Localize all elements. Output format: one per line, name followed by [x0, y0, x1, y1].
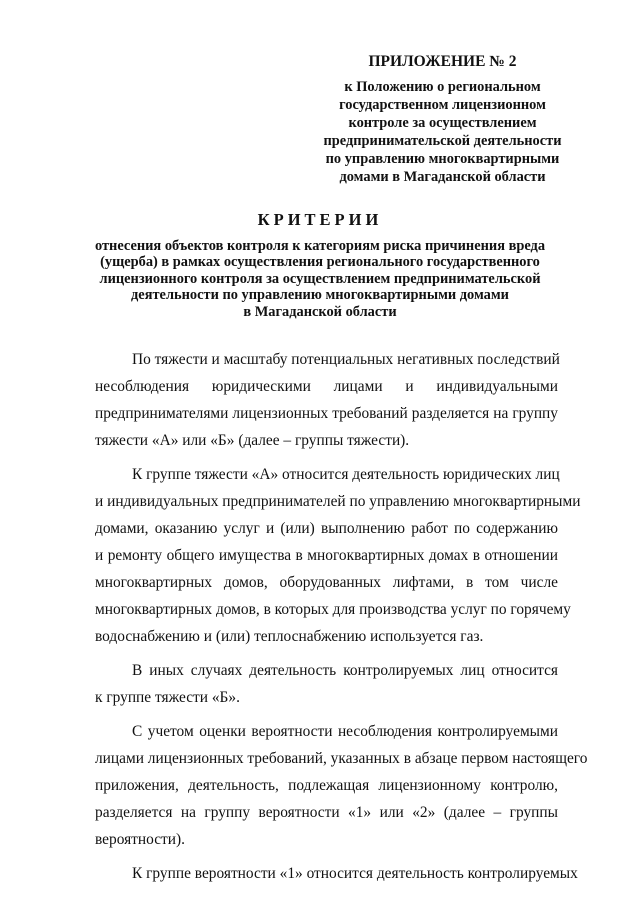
- appendix-header: [300, 52, 585, 186]
- criteria-subtitle-line: в Магаданской области: [243, 303, 397, 320]
- appendix-line: по управлению многоквартирными: [325, 151, 560, 167]
- text-line: несоблюдения юридическими лицами и индивидуальными: [95, 378, 558, 395]
- text-line: К группе тяжести «А» относится деятельность юридических лиц: [132, 466, 560, 483]
- body-text: [95, 346, 588, 894]
- appendix-line: предпринимательской деятельности: [323, 133, 562, 149]
- text-line: и ремонту общего имущества в многоквартирных домах в отношении: [95, 547, 558, 564]
- paragraph-group-a: [95, 461, 581, 650]
- text-line: лицами лицензионных требований, указанных в абзаце первом настоящего: [95, 750, 588, 767]
- text-line: приложения, деятельность, подлежащая лицензионному контролю,: [95, 777, 558, 794]
- text-line: вероятности).: [95, 831, 185, 848]
- text-line: С учетом оценки вероятности несоблюдения контролируемыми: [132, 723, 558, 740]
- paragraph-probability-groups: [95, 718, 588, 853]
- text-line: и индивидуальных предпринимателей по управлению многоквартирными: [95, 493, 581, 510]
- paragraph-probability-group-1: [95, 860, 578, 887]
- text-line: По тяжести и масштабу потенциальных негативных последствий: [132, 351, 560, 368]
- text-line: тяжести «А» или «Б» (далее – группы тяжести).: [95, 432, 410, 449]
- criteria-subtitle-line: отнесения объектов контроля к категориям риска причинения вреда: [94, 238, 546, 254]
- text-line: к группе тяжести «Б».: [95, 689, 240, 706]
- text-line: К группе вероятности «1» относится деятельность контролируемых: [132, 865, 578, 882]
- appendix-line: государственном лицензионном: [339, 97, 546, 113]
- criteria-heading: [90, 210, 550, 320]
- text-line: многоквартирных домов, в которых для производства услуг по горячему: [95, 601, 571, 618]
- paragraph-group-b: [95, 657, 558, 711]
- appendix-line: контроле за осуществлением: [348, 115, 537, 131]
- appendix-title: ПРИЛОЖЕНИЕ № 2: [368, 53, 517, 70]
- appendix-line: к Положению о региональном: [344, 79, 541, 95]
- text-line: многоквартирных домов, оборудованных лифтами, в том числе: [95, 574, 558, 591]
- criteria-subtitle-line: деятельности по управлению многоквартирными домами: [131, 287, 509, 304]
- criteria-subtitle-line: лицензионного контроля за осуществлением предпринимательской: [99, 270, 541, 287]
- appendix-line: домами в Магаданской области: [339, 169, 546, 185]
- paragraph-severity-groups: [95, 346, 558, 454]
- text-line: предпринимателями лицензионных требований разделяется на группу: [95, 405, 558, 422]
- text-line: домами, оказанию услуг и (или) выполнению работ по содержанию: [95, 520, 558, 537]
- text-line: В иных случаях деятельность контролируемых лиц относится: [132, 662, 558, 679]
- criteria-subtitle-line: (ущерба) в рамках осуществления регионального государственного: [100, 254, 540, 271]
- criteria-title: КРИТЕРИИ: [257, 210, 383, 229]
- text-line: водоснабжению и (или) теплоснабжению используется газ.: [95, 628, 484, 645]
- text-line: разделяется на группу вероятности «1» или «2» (далее – группы: [95, 804, 558, 821]
